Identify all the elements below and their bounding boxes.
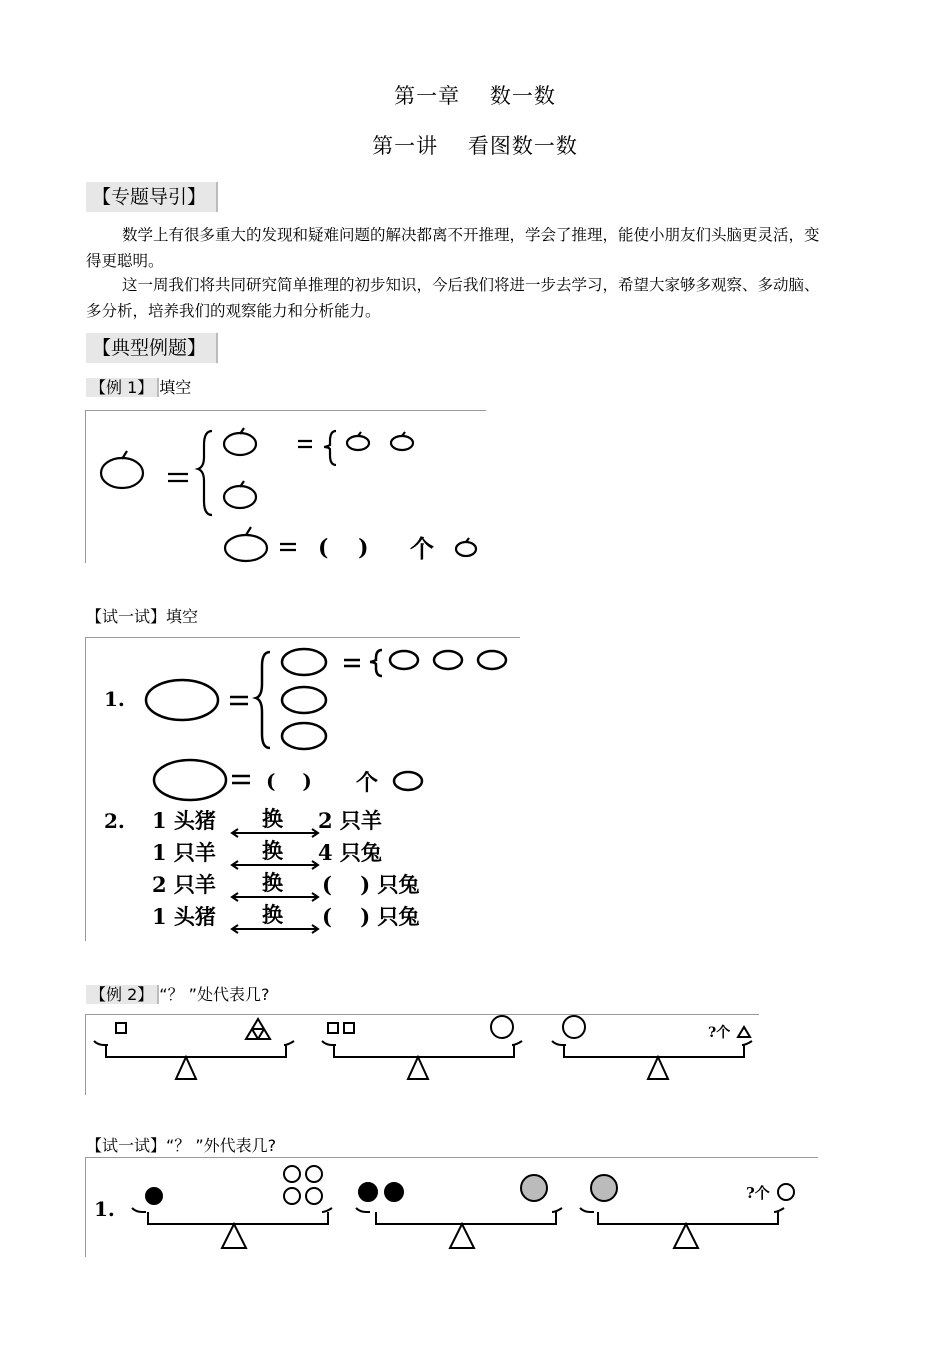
apple-icon [101, 451, 143, 488]
try-2-text: “？ ”外代表几? [166, 1136, 277, 1155]
exchange-row [152, 902, 420, 933]
apple-icon [391, 432, 413, 450]
circle-shape [284, 1166, 300, 1182]
example-2-heading [86, 982, 269, 1005]
circle-shape [306, 1188, 322, 1204]
circle-shape [778, 1184, 794, 1200]
exchange-row [152, 870, 420, 901]
balance-scale [94, 1019, 294, 1079]
square-shape [328, 1023, 338, 1033]
circle-shape [434, 651, 462, 669]
apple-icon [224, 428, 256, 455]
black-dot [146, 1188, 162, 1204]
question-mark-label: ?个 [746, 1184, 770, 1202]
balance-scale [580, 1175, 794, 1248]
circle-shape [282, 723, 326, 749]
example-1-unit: 个 [410, 534, 434, 563]
svg-text:1 头猪: 1 头猪 [152, 808, 216, 833]
try-2-number-1: 1. [94, 1197, 115, 1221]
try-1-figure [85, 637, 520, 941]
example-1-heading [86, 375, 191, 398]
circle-shape [491, 1016, 513, 1038]
intro-section-tag: 【专题导引】 [86, 182, 218, 212]
lecture-title: 第一讲 看图数一数 [372, 134, 578, 158]
circle-shape [394, 772, 422, 790]
example-1-figure [85, 410, 486, 563]
svg-text:1 头猪: 1 头猪 [152, 904, 216, 929]
circle-shape [146, 680, 218, 720]
triangle-shapes [246, 1019, 270, 1039]
balance-scale [322, 1016, 522, 1079]
intro-paragraph-1: 数学上有很多重大的发现和疑难问题的解决都离不开推理，学会了推理，能使小朋友们头脑更灵活，变得更聪明。 [86, 226, 820, 270]
svg-text:( ) 只兔: ( ) 只兔 [322, 872, 420, 897]
example-1-label: 【例 1】 [86, 378, 159, 397]
try-1-unit: 个 [356, 770, 379, 796]
svg-text:4 只兔: 4 只兔 [318, 840, 382, 865]
circle-shape [154, 760, 226, 800]
svg-text:2 只羊: 2 只羊 [152, 872, 216, 897]
intro-paragraph-2: 这一周我们将共同研究简单推理的初步知识，今后我们将进一步去学习，希望大家够多观察、多动脑、多分析，培养我们的观察能力和分析能力。 [86, 276, 820, 320]
svg-text:换: 换 [262, 806, 283, 831]
svg-text:1 只羊: 1 只羊 [152, 840, 216, 865]
example-2-text: “？ ”处代表几? [159, 985, 270, 1004]
balance-scale [356, 1175, 562, 1248]
try-1-text: 填空 [166, 607, 199, 626]
example-2-figure [85, 1014, 759, 1095]
try-2-heading [86, 1133, 276, 1156]
exchange-row [152, 838, 382, 869]
apple-icon [224, 481, 256, 508]
examples-section-tag: 【典型例题】 [86, 333, 218, 363]
apple-icon [347, 432, 369, 450]
svg-text:( ) 只兔: ( ) 只兔 [322, 904, 420, 929]
try-1-heading [86, 604, 198, 627]
black-dot [359, 1183, 377, 1201]
circle-shape [306, 1166, 322, 1182]
example-2-label: 【例 2】 [86, 985, 159, 1004]
gray-ball [521, 1175, 547, 1201]
svg-text:换: 换 [262, 902, 283, 927]
triangle-shape [738, 1027, 750, 1037]
apple-icon [456, 538, 476, 556]
black-dot [385, 1183, 403, 1201]
question-mark-label: ?个 [708, 1025, 731, 1041]
exchange-row [152, 806, 382, 837]
circle-shape [390, 651, 418, 669]
svg-text:2 只羊: 2 只羊 [318, 808, 382, 833]
circle-shape [282, 687, 326, 713]
circle-shape [284, 1188, 300, 1204]
example-1-text: 填空 [159, 378, 192, 397]
gray-ball [591, 1175, 617, 1201]
try-2-figure [85, 1157, 818, 1257]
svg-text:换: 换 [262, 838, 283, 863]
circle-shape [563, 1016, 585, 1038]
try-1-number-1: 1. [104, 687, 125, 711]
try-1-label: 【试一试】 [86, 607, 167, 626]
try-1-number-2: 2. [104, 809, 125, 833]
balance-scale [132, 1166, 332, 1248]
apple-icon [225, 527, 267, 561]
example-1-blank: ( ) [318, 535, 369, 561]
chapter-title: 第一章 数一数 [394, 84, 556, 108]
svg-text:换: 换 [262, 870, 283, 895]
square-shape [116, 1023, 126, 1033]
circle-shape [282, 649, 326, 675]
try-2-label: 【试一试】 [86, 1136, 167, 1155]
circle-shape [478, 651, 506, 669]
try-1-blank: ( ) [266, 769, 312, 793]
square-shape [344, 1023, 354, 1033]
balance-scale [552, 1016, 752, 1079]
